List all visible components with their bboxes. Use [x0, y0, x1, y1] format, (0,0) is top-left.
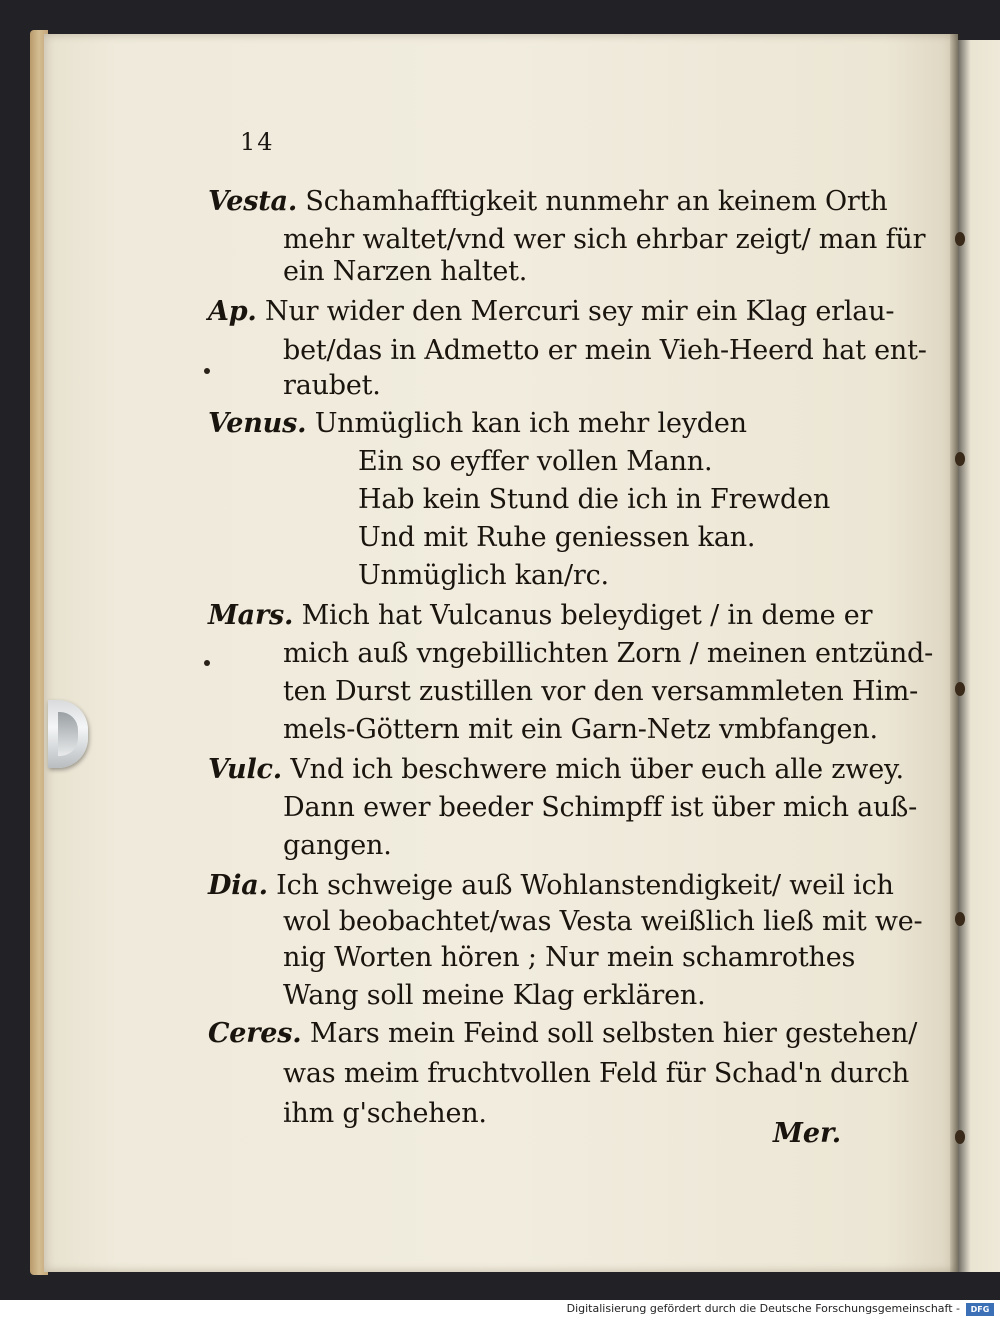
margin-dot [204, 368, 210, 374]
line-text: Unmüglich kan ich mehr leyden [314, 408, 747, 439]
page-number: 14 [240, 128, 275, 156]
line-text: Hab kein Stund die ich in Frewden [358, 484, 831, 515]
line-text: Wang soll meine Klag erklären. [283, 980, 706, 1011]
text-line [208, 1018, 917, 1050]
speaker-name: Dia. [208, 870, 268, 901]
binding-stitch [955, 1130, 965, 1144]
line-text: Vnd ich beschwere mich über euch alle zwey. [290, 754, 904, 785]
text-line [283, 256, 527, 288]
line-text: Und mit Ruhe geniessen kan. [358, 522, 756, 553]
line-text: raubet. [283, 370, 381, 401]
dfg-logo: DFG [966, 1303, 994, 1316]
text-line [283, 1058, 909, 1090]
text-line [358, 560, 609, 592]
binding-stitch [955, 452, 965, 466]
line-text: nig Worten hören ; Nur mein schamrothes [283, 942, 856, 973]
line-text: Ich schweige auß Wohlanstendigkeit/ weil ich [276, 870, 894, 901]
text-line [283, 792, 917, 824]
line-text: Mars mein Feind soll selbsten hier gestehen/ [309, 1018, 918, 1049]
facing-page-edge [958, 40, 1000, 1272]
text-line [358, 522, 755, 554]
line-text: mehr waltet/vnd wer sich ehrbar zeigt/ man für [283, 224, 926, 255]
line-text: wol beobachtet/was Vesta weißlich ließ mit we- [283, 906, 923, 937]
speaker-name: Venus. [208, 408, 307, 439]
text-line [283, 980, 706, 1012]
line-text: Schamhafftigkeit nunmehr an keinem Orth [305, 186, 888, 217]
line-text: Ein so eyffer vollen Mann. [358, 446, 713, 477]
line-text: Nur wider den Mercuri sey mir ein Klag erlau- [265, 296, 895, 327]
text-line [283, 830, 392, 862]
margin-dot [204, 660, 210, 666]
text-line [283, 1098, 487, 1130]
text-line [283, 335, 927, 367]
text-line [283, 224, 925, 256]
text-line [283, 638, 933, 670]
text-line [358, 446, 712, 478]
line-text: bet/das in Admetto er mein Vieh-Heerd hat ent- [283, 335, 927, 366]
speaker-name: Vulc. [208, 754, 282, 785]
line-text: ihm g'schehen. [283, 1098, 487, 1129]
footer-bar [0, 1300, 1000, 1319]
line-text: ein Narzen haltet. [283, 256, 528, 287]
line-text: Unmüglich kan/rc. [358, 560, 609, 591]
binding-stitch [955, 232, 965, 246]
line-text: gangen. [283, 830, 392, 861]
line-text: Mich hat Vulcanus beleydiget / in deme er [301, 600, 873, 631]
speaker-name: Ap. [208, 296, 257, 327]
line-text: mich auß vngebillichten Zorn / meinen entzünd- [283, 638, 934, 669]
text-line [208, 408, 747, 440]
text-line [208, 870, 894, 902]
binding-stitch [955, 912, 965, 926]
binding-stitch [955, 682, 965, 696]
catchword: Mer. [773, 1118, 842, 1149]
text-line [283, 676, 918, 708]
text-line [283, 906, 922, 938]
line-text: mels-Göttern mit ein Garn-Netz vmbfangen. [283, 714, 878, 745]
speaker-name: Vesta. [208, 186, 298, 217]
text-line [283, 942, 855, 974]
line-text: was meim fruchtvollen Feld für Schad'n durch [283, 1058, 910, 1089]
text-line [208, 754, 904, 786]
text-line [358, 484, 830, 516]
line-text: Dann ewer beeder Schimpff ist über mich auß- [283, 792, 917, 823]
text-line [283, 714, 878, 746]
text-line [208, 600, 872, 632]
text-line [283, 370, 381, 402]
line-text: ten Durst zustillen vor den versammleten Him- [283, 676, 919, 707]
speaker-name: Mars. [208, 600, 294, 631]
text-line [208, 186, 887, 218]
text-line [208, 296, 894, 328]
speaker-name: Ceres. [208, 1018, 302, 1049]
footer-credit: Digitalisierung gefördert durch die Deutsche Forschungsgemeinschaft - [566, 1302, 960, 1315]
